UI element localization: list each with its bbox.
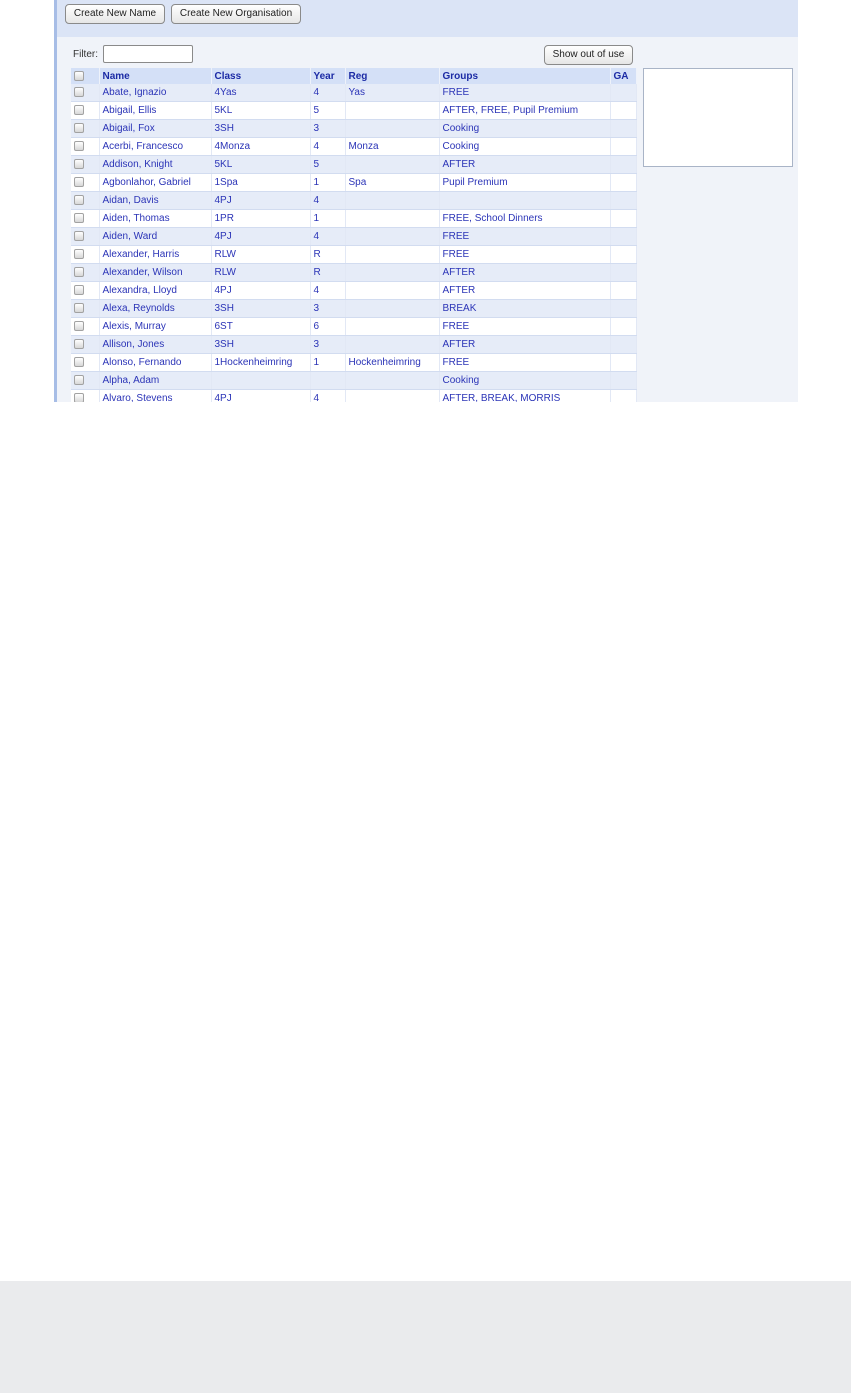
create-new-organisation-button[interactable]: Create New Organisation xyxy=(171,4,301,24)
cell-class: RLW xyxy=(211,246,310,264)
column-header-ga[interactable]: GA xyxy=(610,68,636,84)
cell-reg xyxy=(345,372,439,390)
cell-name[interactable]: Abate, Ignazio xyxy=(99,84,211,102)
cell-ga xyxy=(610,372,636,390)
footer-band xyxy=(0,1281,851,1393)
cell-year: 4 xyxy=(310,84,345,102)
cell-class: 3SH xyxy=(211,120,310,138)
cell-class: 5KL xyxy=(211,156,310,174)
cell-reg xyxy=(345,156,439,174)
cell-groups: Pupil Premium xyxy=(439,174,610,192)
cell-name[interactable]: Abigail, Fox xyxy=(99,120,211,138)
table-row[interactable] xyxy=(71,138,636,156)
cell-groups: FREE xyxy=(439,246,610,264)
row-select-cell xyxy=(71,336,99,354)
cell-name[interactable]: Aidan, Davis xyxy=(99,192,211,210)
row-checkbox[interactable] xyxy=(74,393,84,402)
cell-reg xyxy=(345,120,439,138)
cell-reg xyxy=(345,264,439,282)
table-row[interactable] xyxy=(71,84,636,102)
cell-reg: Monza xyxy=(345,138,439,156)
row-select-cell xyxy=(71,210,99,228)
row-checkbox[interactable] xyxy=(74,357,84,367)
cell-class: RLW xyxy=(211,264,310,282)
row-select-cell xyxy=(71,300,99,318)
cell-reg: Hockenheimring xyxy=(345,354,439,372)
cell-year: 6 xyxy=(310,318,345,336)
cell-name[interactable]: Abigail, Ellis xyxy=(99,102,211,120)
cell-year: 3 xyxy=(310,300,345,318)
row-select-cell xyxy=(71,246,99,264)
cell-class: 4Yas xyxy=(211,84,310,102)
row-select-cell xyxy=(71,174,99,192)
cell-groups xyxy=(439,192,610,210)
cell-ga xyxy=(610,192,636,210)
cell-class: 1PR xyxy=(211,210,310,228)
cell-name[interactable]: Agbonlahor, Gabriel xyxy=(99,174,211,192)
cell-name[interactable]: Allison, Jones xyxy=(99,336,211,354)
table-row[interactable] xyxy=(71,102,636,120)
filter-label: Filter: xyxy=(73,49,98,60)
cell-ga xyxy=(610,84,636,102)
cell-groups: BREAK xyxy=(439,300,610,318)
select-all-checkbox[interactable] xyxy=(74,71,84,81)
table-row[interactable] xyxy=(71,300,636,318)
cell-ga xyxy=(610,336,636,354)
cell-ga xyxy=(610,138,636,156)
row-select-cell xyxy=(71,120,99,138)
cell-class: 1Spa xyxy=(211,174,310,192)
cell-year: R xyxy=(310,246,345,264)
cell-year: 4 xyxy=(310,192,345,210)
cell-name[interactable]: Alexander, Harris xyxy=(99,246,211,264)
cell-reg xyxy=(345,390,439,403)
cell-year: 5 xyxy=(310,102,345,120)
cell-year: 4 xyxy=(310,228,345,246)
table-row[interactable] xyxy=(71,174,636,192)
table-row[interactable] xyxy=(71,318,636,336)
table-row[interactable] xyxy=(71,120,636,138)
cell-year: 4 xyxy=(310,282,345,300)
row-select-cell xyxy=(71,372,99,390)
cell-ga xyxy=(610,228,636,246)
row-checkbox[interactable] xyxy=(74,321,84,331)
cell-name[interactable]: Alexis, Murray xyxy=(99,318,211,336)
table-row[interactable] xyxy=(71,228,636,246)
cell-groups: FREE xyxy=(439,84,610,102)
row-checkbox[interactable] xyxy=(74,375,84,385)
cell-name[interactable]: Alpha, Adam xyxy=(99,372,211,390)
cell-reg xyxy=(345,228,439,246)
cell-class xyxy=(211,372,310,390)
column-header-groups[interactable]: Groups xyxy=(439,68,610,84)
cell-class: 4PJ xyxy=(211,192,310,210)
row-checkbox[interactable] xyxy=(74,195,84,205)
row-select-cell xyxy=(71,390,99,403)
table-header-row xyxy=(71,68,636,84)
cell-reg xyxy=(345,102,439,120)
cell-year: 1 xyxy=(310,210,345,228)
table-row[interactable] xyxy=(71,192,636,210)
table-row[interactable] xyxy=(71,372,636,390)
cell-year: 1 xyxy=(310,174,345,192)
cell-groups: AFTER xyxy=(439,282,610,300)
cell-name[interactable]: Alexander, Wilson xyxy=(99,264,211,282)
cell-reg xyxy=(345,210,439,228)
row-checkbox[interactable] xyxy=(74,123,84,133)
cell-class: 4PJ xyxy=(211,228,310,246)
cell-class: 4Monza xyxy=(211,138,310,156)
cell-groups: Cooking xyxy=(439,120,610,138)
cell-reg xyxy=(345,318,439,336)
table-row[interactable] xyxy=(71,264,636,282)
cell-ga xyxy=(610,264,636,282)
cell-ga xyxy=(610,300,636,318)
cell-name[interactable]: Addison, Knight xyxy=(99,156,211,174)
row-checkbox[interactable] xyxy=(74,249,84,259)
cell-name[interactable]: Alonso, Fernando xyxy=(99,354,211,372)
cell-year: 3 xyxy=(310,336,345,354)
cell-class: 5KL xyxy=(211,102,310,120)
cell-ga xyxy=(610,210,636,228)
cell-ga xyxy=(610,282,636,300)
row-select-cell xyxy=(71,192,99,210)
cell-year: 4 xyxy=(310,390,345,403)
cell-year: 4 xyxy=(310,138,345,156)
cell-name[interactable]: Alexa, Reynolds xyxy=(99,300,211,318)
cell-reg xyxy=(345,336,439,354)
column-header-name[interactable]: Name xyxy=(99,68,211,84)
cell-class: 4PJ xyxy=(211,390,310,403)
cell-name[interactable]: Aiden, Thomas xyxy=(99,210,211,228)
toolbar xyxy=(57,0,798,37)
row-select-cell xyxy=(71,264,99,282)
cell-groups: FREE, School Dinners xyxy=(439,210,610,228)
table-row[interactable] xyxy=(71,282,636,300)
table-row[interactable] xyxy=(71,336,636,354)
cell-name[interactable]: Acerbi, Francesco xyxy=(99,138,211,156)
column-header-reg[interactable]: Reg xyxy=(345,68,439,84)
row-checkbox[interactable] xyxy=(74,339,84,349)
create-new-name-button[interactable]: Create New Name xyxy=(65,4,165,24)
cell-class: 6ST xyxy=(211,318,310,336)
cell-groups: AFTER xyxy=(439,336,610,354)
row-select-cell xyxy=(71,84,99,102)
row-select-cell xyxy=(71,102,99,120)
row-checkbox[interactable] xyxy=(74,213,84,223)
cell-ga xyxy=(610,156,636,174)
row-checkbox[interactable] xyxy=(74,285,84,295)
cell-ga xyxy=(610,120,636,138)
cell-reg: Yas xyxy=(345,84,439,102)
column-header-class[interactable]: Class xyxy=(211,68,310,84)
row-select-cell xyxy=(71,282,99,300)
cell-class: 4PJ xyxy=(211,282,310,300)
table-row[interactable] xyxy=(71,246,636,264)
names-manager-panel xyxy=(54,0,798,402)
table-row[interactable] xyxy=(71,156,636,174)
cell-year: 3 xyxy=(310,120,345,138)
cell-reg: Spa xyxy=(345,174,439,192)
cell-name[interactable]: Alexandra, Lloyd xyxy=(99,282,211,300)
cell-groups: AFTER, FREE, Pupil Premium xyxy=(439,102,610,120)
row-select-cell xyxy=(71,354,99,372)
cell-groups: FREE xyxy=(439,318,610,336)
cell-reg xyxy=(345,300,439,318)
cell-name[interactable]: Alvaro, Stevens xyxy=(99,390,211,403)
cell-class: 1Hockenheimring xyxy=(211,354,310,372)
cell-ga xyxy=(610,390,636,403)
row-select-cell xyxy=(71,138,99,156)
cell-year: 5 xyxy=(310,156,345,174)
row-checkbox[interactable] xyxy=(74,87,84,97)
row-checkbox[interactable] xyxy=(74,303,84,313)
row-checkbox[interactable] xyxy=(74,105,84,115)
cell-ga xyxy=(610,318,636,336)
cell-ga xyxy=(610,174,636,192)
cell-name[interactable]: Aiden, Ward xyxy=(99,228,211,246)
row-checkbox[interactable] xyxy=(74,141,84,151)
row-select-cell xyxy=(71,228,99,246)
cell-groups: AFTER xyxy=(439,156,610,174)
cell-class: 3SH xyxy=(211,336,310,354)
cell-groups: FREE xyxy=(439,228,610,246)
cell-groups: Cooking xyxy=(439,138,610,156)
table-row[interactable] xyxy=(71,390,636,403)
cell-groups: FREE xyxy=(439,354,610,372)
cell-year: 1 xyxy=(310,354,345,372)
cell-reg xyxy=(345,246,439,264)
cell-class: 3SH xyxy=(211,300,310,318)
row-select-cell xyxy=(71,318,99,336)
select-all-cell xyxy=(71,68,99,84)
cell-groups: Cooking xyxy=(439,372,610,390)
cell-groups: AFTER, BREAK, MORRIS xyxy=(439,390,610,403)
row-checkbox[interactable] xyxy=(74,267,84,277)
cell-year: R xyxy=(310,264,345,282)
table-row[interactable] xyxy=(71,354,636,372)
row-select-cell xyxy=(71,156,99,174)
cell-ga xyxy=(610,354,636,372)
show-out-of-use-button[interactable]: Show out of use xyxy=(544,45,633,65)
table-row[interactable] xyxy=(71,210,636,228)
column-header-year[interactable]: Year xyxy=(310,68,345,84)
cell-ga xyxy=(610,102,636,120)
names-table xyxy=(71,68,637,402)
row-checkbox[interactable] xyxy=(74,159,84,169)
cell-groups: AFTER xyxy=(439,264,610,282)
details-panel xyxy=(643,68,793,167)
cell-reg xyxy=(345,282,439,300)
row-checkbox[interactable] xyxy=(74,231,84,241)
cell-reg xyxy=(345,192,439,210)
row-checkbox[interactable] xyxy=(74,177,84,187)
filter-input[interactable] xyxy=(103,45,193,63)
cell-ga xyxy=(610,246,636,264)
cell-year xyxy=(310,372,345,390)
